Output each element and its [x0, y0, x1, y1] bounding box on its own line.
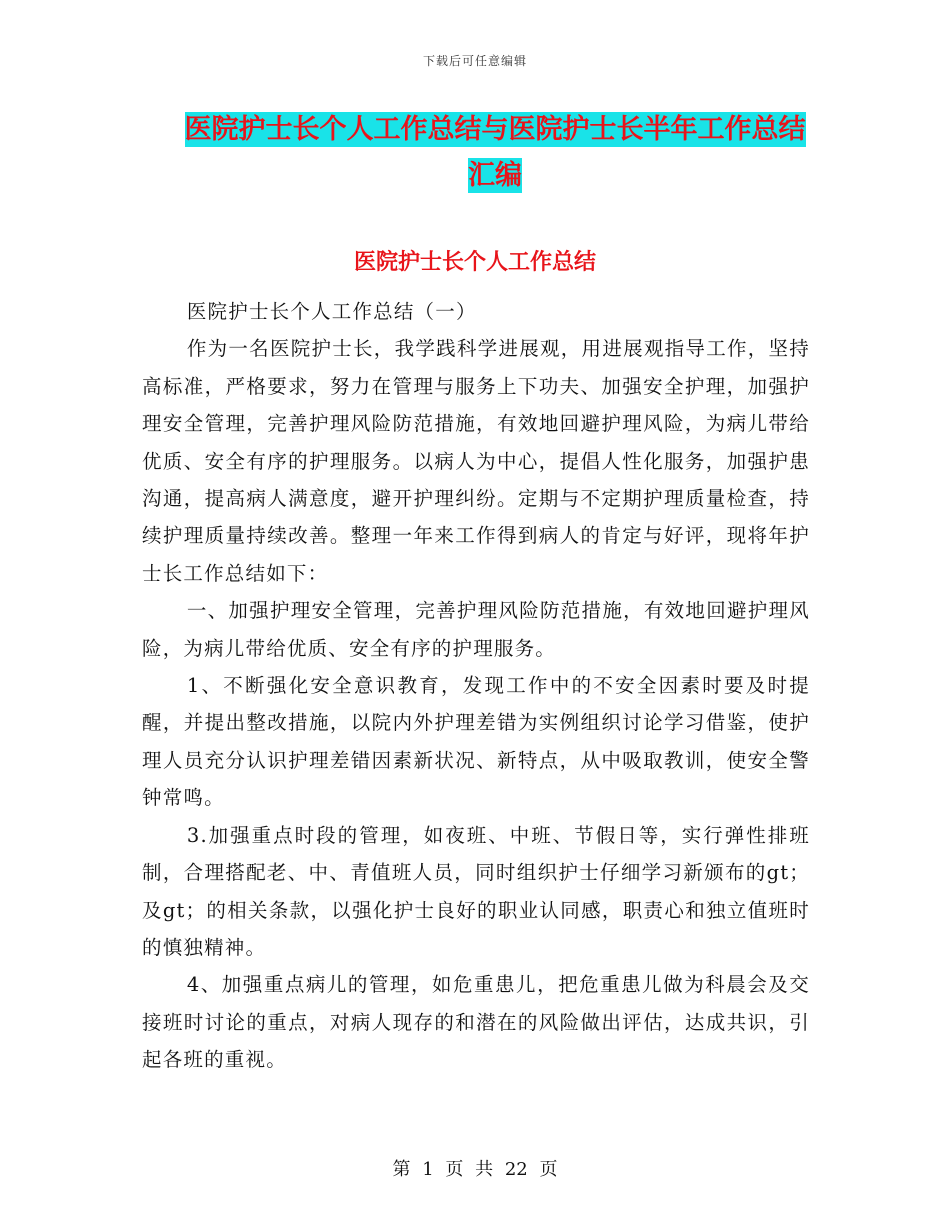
page-number: 第 1 页 共 22 页 — [392, 1159, 558, 1180]
paragraph: 4、加强重点病儿的管理，如危重患儿，把危重患儿做为科晨会及交接班时讨论的重点，对病人现存的和潜在的风险做出评估，达成共识，引起各班的重视。 — [142, 973, 810, 1072]
paragraph: 一、加强护理安全管理，完善护理风险防范措施，有效地回避护理风险，为病儿带给优质、安全有序的护理服务。 — [142, 599, 810, 660]
paragraph: 作为一名医院护士长，我学践科学进展观，用进展观指导工作，坚持高标准，严格要求，努力在管理与服务上下功夫、加强安全护理，加强护理安全管理，完善护理风险防范措施，有效地回避护理风险，为病儿带给优质、安全有序的护理服务。以病人为中心，提倡人性化服务，加强护患沟通，提高病人满意度，避开护理纠纷。定期与不定期护理质量检查，持续护理质量持续改善。整理一年来工作得到病人的肯定与好评，现将年护士长工作总结如下： — [142, 337, 810, 585]
paragraph-subheading: 医院护士长个人工作总结（一） — [186, 300, 477, 323]
document-title-line-1: 医院护士长个人工作总结与医院护士长半年工作总结 — [184, 114, 806, 145]
document-title-line-2: 汇编 — [468, 160, 522, 191]
section-title: 医院护士长个人工作总结 — [353, 250, 596, 275]
document-title — [140, 107, 850, 199]
paragraph: 1、不断强化安全意识教育，发现工作中的不安全因素时要及时提醒，并提出整改措施，以院内外护理差错为实例组织讨论学习借鉴，使护理人员充分认识护理差错因素新状况、新特点，从中吸取教训，使安全警钟常鸣。 — [142, 674, 810, 810]
body-text — [142, 293, 810, 1079]
paragraph: 3.加强重点时段的管理，如夜班、中班、节假日等，实行弹性排班制，合理搭配老、中、青值班人员，同时组织护士仔细学习新颁布的gt；及gt；的相关条款，以强化护士良好的职业认同感，职责心和独立值班时的慎独精神。 — [142, 823, 810, 959]
header-note: 下载后可任意编辑 — [422, 54, 527, 68]
